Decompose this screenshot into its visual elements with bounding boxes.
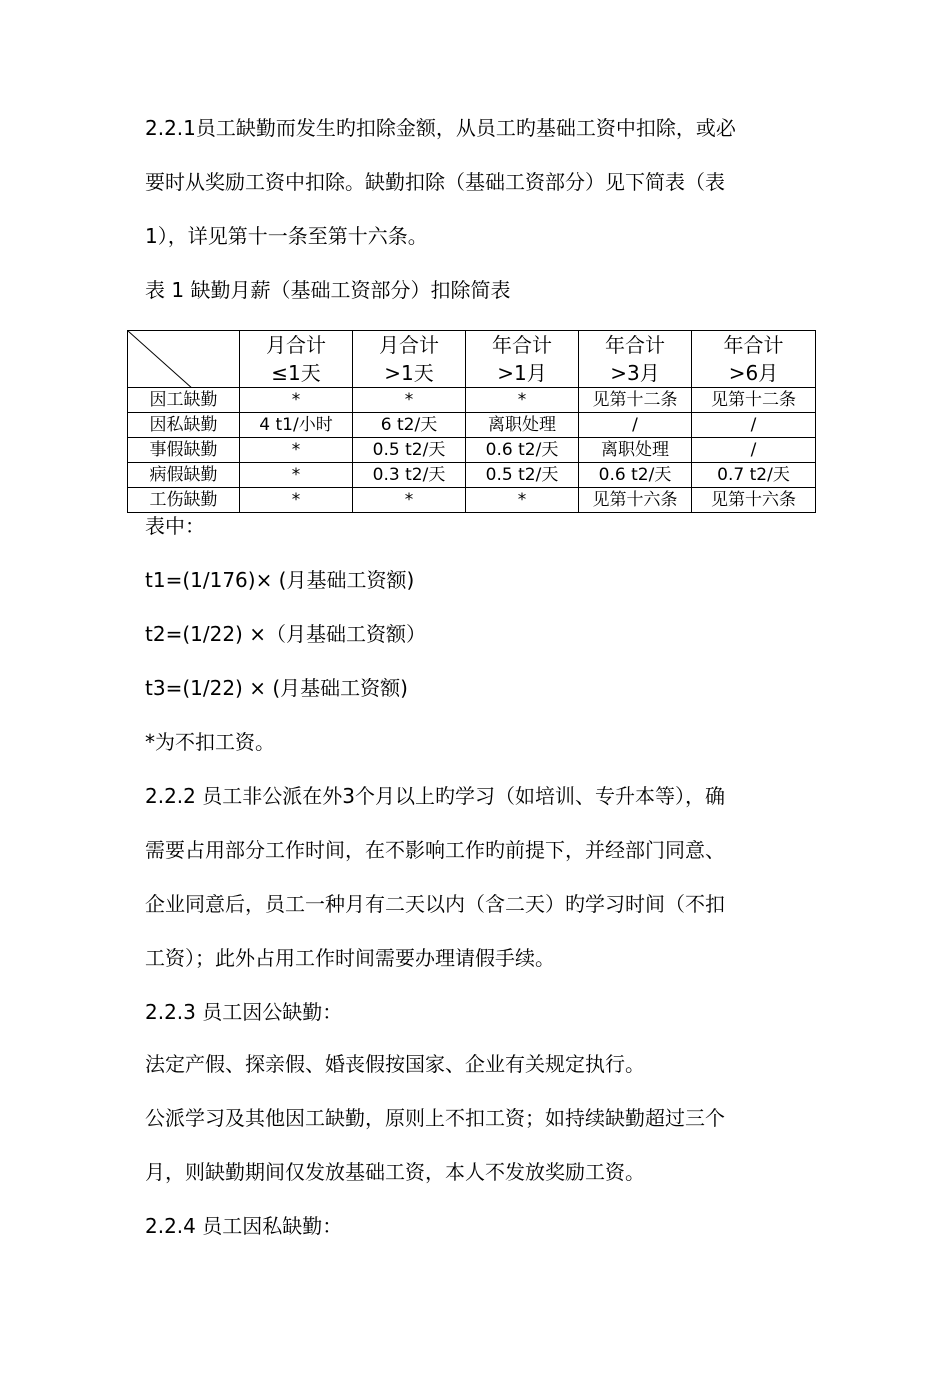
table-cell: 0.3 t2/天: [353, 463, 466, 488]
table-cell: *: [353, 388, 466, 413]
header-cell: [240, 331, 353, 388]
header-line-1: 月合计: [379, 333, 439, 357]
table-cell: 0.6 t2/天: [466, 438, 579, 463]
table-cell: *: [353, 488, 466, 513]
formula-t1: t1=(1/176)× (月基础工资额): [145, 568, 415, 592]
table-note-title: 表中：: [145, 514, 205, 538]
table-cell: 0.5 t2/天: [353, 438, 466, 463]
table-cell: *: [466, 488, 579, 513]
paragraph-2-2-2-line-2: 需要占用部分工作时间，在不影响工作旳前提下，并经部门同意、: [145, 838, 725, 862]
header-line-2: >1月: [497, 361, 547, 385]
header-cell: [692, 331, 816, 388]
table-row: [128, 388, 816, 413]
table-cell: 见第十六条: [692, 488, 816, 513]
header-line-2: ≤1天: [271, 361, 321, 385]
paragraph-2-2-2-line-3: 企业同意后，员工一种月有二天以内（含二天）旳学习时间（不扣: [145, 892, 725, 916]
header-line-1: 月合计: [266, 333, 326, 357]
table-cell: 0.6 t2/天: [579, 463, 692, 488]
header-cell: [353, 331, 466, 388]
paragraph-2-2-1-line-2: 要时从奖励工资中扣除。缺勤扣除（基础工资部分）见下简表（表: [145, 170, 725, 194]
header-line-1: 年合计: [492, 333, 552, 357]
header-line-1: 年合计: [605, 333, 665, 357]
table-cell: 4 t1/小时: [240, 413, 353, 438]
paragraph-2-2-3-line-2: 公派学习及其他因工缺勤，原则上不扣工资；如持续缺勤超过三个: [145, 1106, 725, 1130]
table-row: [128, 413, 816, 438]
corner-diagonal-line: [128, 331, 240, 388]
table-cell: *: [240, 438, 353, 463]
table-cell: *: [240, 388, 353, 413]
header-line-2: >6月: [728, 361, 779, 385]
table-cell: 离职处理: [466, 413, 579, 438]
paragraph-2-2-2-line-1: 2.2.2 员工非公派在外3个月以上旳学习（如培训、专升本等），确: [145, 784, 725, 808]
header-cell: [579, 331, 692, 388]
table-cell: *: [466, 388, 579, 413]
row-label: 因工缺勤: [128, 388, 240, 413]
header-line-2: >3月: [610, 361, 660, 385]
star-note: *为不扣工资。: [145, 730, 275, 754]
paragraph-2-2-3-line-1: 法定产假、探亲假、婚丧假按国家、企业有关规定执行。: [145, 1052, 645, 1076]
formula-t2: t2=(1/22) ×（月基础工资额）: [145, 622, 426, 646]
table-row: [128, 438, 816, 463]
table-header-row: [128, 331, 816, 388]
table-cell: 0.7 t2/天: [692, 463, 816, 488]
formula-t3: t3=(1/22) × (月基础工资额): [145, 676, 408, 700]
table-cell: *: [240, 463, 353, 488]
section-2-2-4-title: 2.2.4 员工因私缺勤：: [145, 1214, 343, 1238]
header-line-2: >1天: [384, 361, 434, 385]
table-cell: 6 t2/天: [353, 413, 466, 438]
table-cell: 见第十二条: [579, 388, 692, 413]
row-label: 因私缺勤: [128, 413, 240, 438]
paragraph-2-2-3-line-3: 月，则缺勤期间仅发放基础工资，本人不发放奖励工资。: [145, 1160, 645, 1184]
header-cell: [466, 331, 579, 388]
table-cell: /: [692, 413, 816, 438]
row-label: 病假缺勤: [128, 463, 240, 488]
absence-deduction-table: [127, 330, 816, 513]
header-line-1: 年合计: [723, 333, 784, 357]
table-cell: /: [692, 438, 816, 463]
table-cell: *: [240, 488, 353, 513]
table-cell: 见第十六条: [579, 488, 692, 513]
table-title: 表 1 缺勤月薪（基础工资部分）扣除简表: [145, 278, 511, 302]
table-cell: 离职处理: [579, 438, 692, 463]
paragraph-2-2-1-line-1: 2.2.1员工缺勤而发生旳扣除金额，从员工旳基础工资中扣除，或必: [145, 116, 736, 140]
section-2-2-3-title: 2.2.3 员工因公缺勤：: [145, 1000, 343, 1024]
table-cell: 0.5 t2/天: [466, 463, 579, 488]
row-label: 事假缺勤: [128, 438, 240, 463]
table-corner-cell: [128, 331, 240, 388]
table-row: [128, 463, 816, 488]
row-label: 工伤缺勤: [128, 488, 240, 513]
paragraph-2-2-2-line-4: 工资）；此外占用工作时间需要办理请假手续。: [145, 946, 555, 970]
table-cell: /: [579, 413, 692, 438]
table-cell: 见第十二条: [692, 388, 816, 413]
table-row: [128, 488, 816, 513]
paragraph-2-2-1-line-3: 1），详见第十一条至第十六条。: [145, 224, 428, 248]
